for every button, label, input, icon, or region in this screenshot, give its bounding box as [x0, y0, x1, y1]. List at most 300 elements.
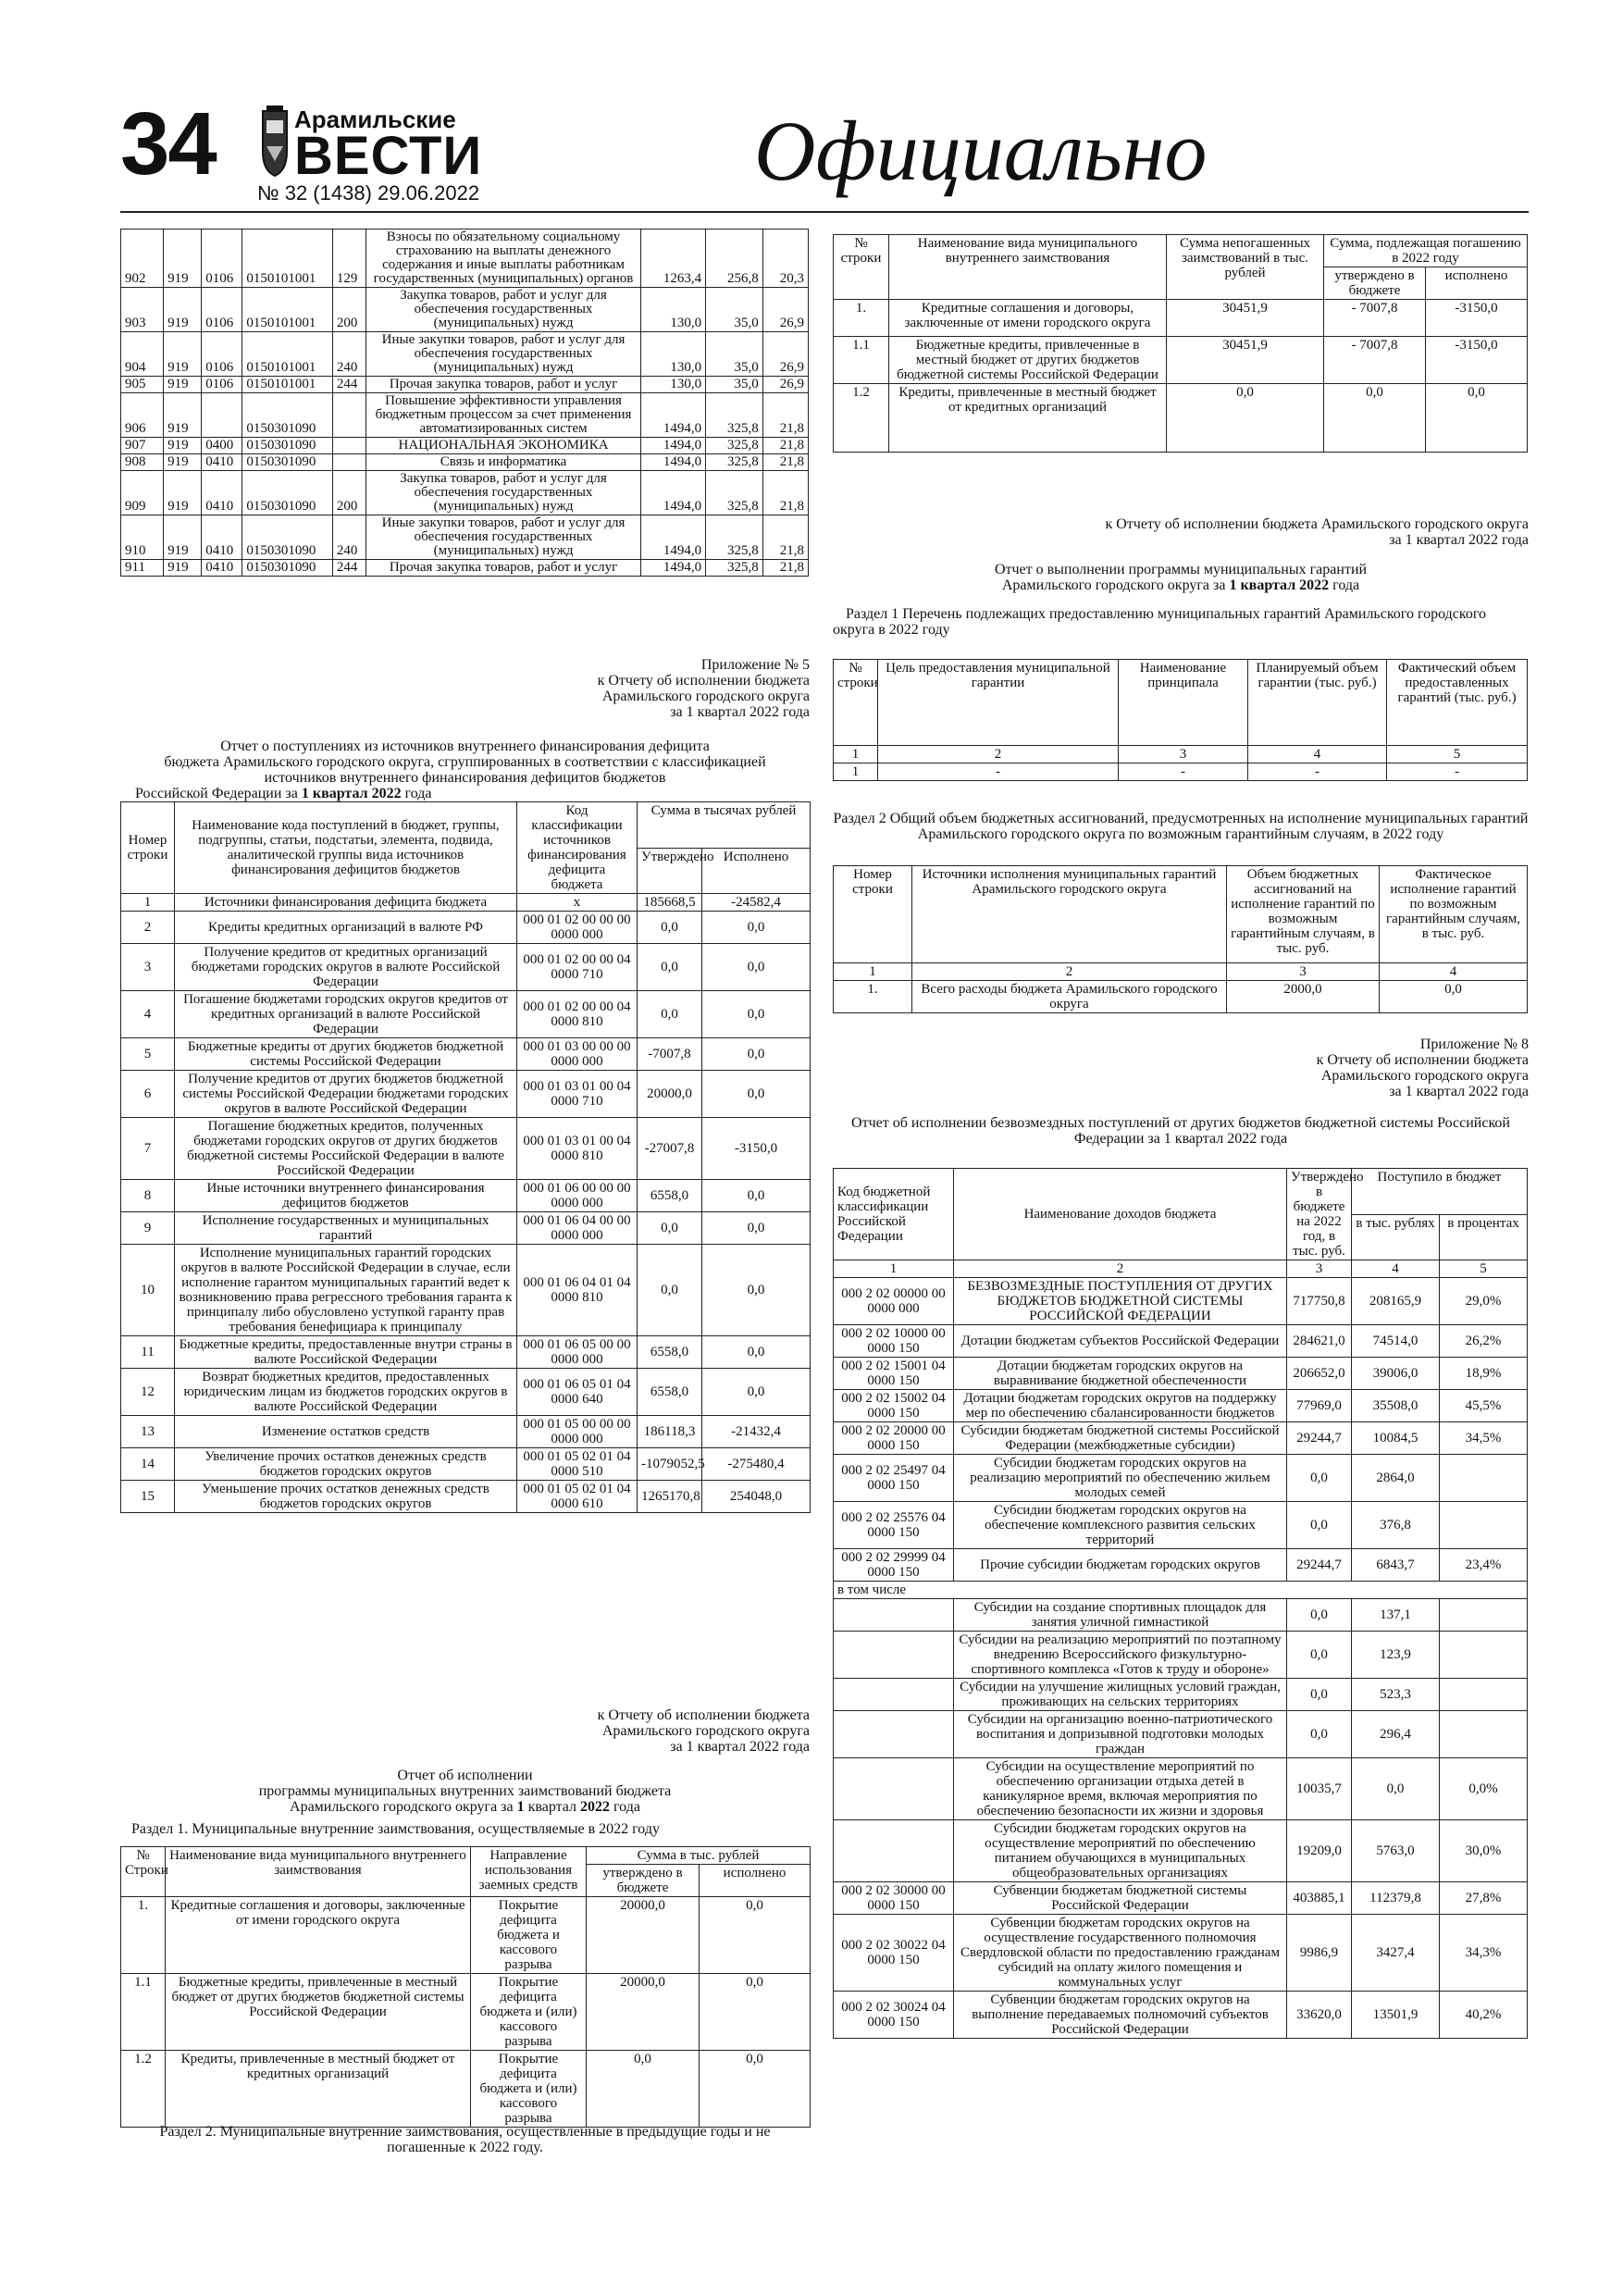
- table-cell: 5: [1387, 746, 1528, 763]
- table-cell: Покрытие дефицита бюджета и кассового разрыва: [471, 1897, 587, 1974]
- table-cell: 30451,9: [1167, 337, 1324, 384]
- table-cell: Бюджетные кредиты от других бюджетов бюджетной системы Российской Федерации: [175, 1038, 517, 1071]
- table-cell: [332, 393, 365, 438]
- table-cell: Взносы по обязательному социальному страхованию на выплаты денежного содержания и иные выплаты работникам государственных (муниципальных) органов: [365, 230, 641, 288]
- table-cell: 9986,9: [1287, 1915, 1352, 1992]
- table-cell: 0150101001: [242, 230, 332, 288]
- table-cell: 200: [332, 471, 365, 515]
- table-row: [121, 1974, 811, 2051]
- table-cell: 0,0: [638, 944, 702, 991]
- table-cell: 325,8: [706, 454, 763, 471]
- table-cell: 34,5%: [1440, 1422, 1528, 1455]
- table-row: [121, 1245, 811, 1336]
- table-cell: Прочая закупка товаров, работ и услуг: [365, 560, 641, 577]
- table-row: [121, 1180, 811, 1212]
- table-cell: 906: [121, 393, 164, 438]
- col-header: исполнено: [700, 1865, 811, 1897]
- table-cell: 19209,0: [1287, 1820, 1352, 1882]
- col-header: Наименование принципала: [1119, 660, 1248, 746]
- table-row: [834, 1582, 1528, 1599]
- table-cell: 0106: [202, 377, 242, 393]
- table-cell: -275480,4: [702, 1448, 811, 1481]
- section-title: Официально: [754, 104, 1208, 198]
- table-cell: 29,0%: [1440, 1278, 1528, 1325]
- table-cell: 26,2%: [1440, 1325, 1528, 1358]
- table-cell: -3150,0: [1426, 300, 1528, 337]
- table-cell: х: [517, 894, 638, 912]
- table-cell: 0150301090: [242, 454, 332, 471]
- table-cell: 2864,0: [1352, 1455, 1440, 1502]
- table-cell: 1.1: [834, 337, 889, 384]
- table-cell: Бюджетные кредиты, привлеченные в местный бюджет от других бюджетов бюджетной системы Российской Федерации: [166, 1974, 471, 2051]
- table-cell: 903: [121, 288, 164, 332]
- table-row: [121, 991, 811, 1038]
- table-cell: Исполнение государственных и муниципальных гарантий: [175, 1212, 517, 1245]
- col-header: Наименование вида муниципального внутреннего заимствования: [166, 1847, 471, 1897]
- table-cell: 13: [121, 1416, 175, 1448]
- table-cell: -: [1119, 763, 1248, 781]
- table-cell: 244: [332, 377, 365, 393]
- table-cell: 000 2 02 20000 00 0000 150: [834, 1422, 954, 1455]
- col-header: Сумма в тыс. рублей: [587, 1847, 811, 1865]
- table-cell: 000 01 03 01 00 04 0000 810: [517, 1118, 638, 1180]
- table-row: [121, 1038, 811, 1071]
- table-cell: 0,0: [1287, 1679, 1352, 1711]
- table-cell: 20000,0: [638, 1071, 702, 1118]
- table-cell: 74514,0: [1352, 1325, 1440, 1358]
- table-cell: Изменение остатков средств: [175, 1416, 517, 1448]
- table-cell: 208165,9: [1352, 1278, 1440, 1325]
- table-row: [834, 1758, 1528, 1820]
- table-cell: Дотации бюджетам городских округов на поддержку мер по обеспечению сбалансированности бюджетов: [954, 1390, 1287, 1422]
- col-header: Объем бюджетных ассигнований на исполнение гарантий по возможным гарантийным случаям, в тыс. руб.: [1227, 866, 1380, 963]
- col-header: Исполнено: [702, 848, 811, 894]
- table-row: [121, 230, 809, 288]
- table-cell: 7: [121, 1118, 175, 1180]
- title-period: 1 квартал 2022: [1229, 577, 1330, 593]
- table-cell: 0150301090: [242, 560, 332, 577]
- table-cell: 14: [121, 1448, 175, 1481]
- title-line: программы муниципальных внутренних заимствований бюджета: [258, 1783, 672, 1799]
- table-row: [121, 471, 809, 515]
- table-row: [121, 1212, 811, 1245]
- table-row: [121, 1369, 811, 1416]
- table-cell: Кредиты, привлеченные в местный бюджет от кредитных организаций: [166, 2051, 471, 2128]
- table-cell: 0,0: [700, 1897, 811, 1974]
- table-cell: 376,8: [1352, 1502, 1440, 1549]
- header-divider: [120, 211, 1529, 213]
- table-cell: 200: [332, 288, 365, 332]
- col-header: Сумма, подлежащая погашению в 2022 году: [1324, 235, 1528, 267]
- table-row: [121, 288, 809, 332]
- table-cell: 908: [121, 454, 164, 471]
- table-row: [834, 981, 1528, 1013]
- table-cell: 6558,0: [638, 1336, 702, 1369]
- table-cell: -3150,0: [702, 1118, 811, 1180]
- table-cell: Закупка товаров, работ и услуг для обеспечения государственных (муниципальных) нужд: [365, 471, 641, 515]
- table-cell: 0150301090: [242, 515, 332, 560]
- col-header: Фактический объем предоставленных гарантий (тыс. руб.): [1387, 660, 1528, 746]
- table-cell: 123,9: [1352, 1632, 1440, 1679]
- table-cell: 909: [121, 471, 164, 515]
- table-row: [834, 746, 1528, 763]
- table-cell: 45,5%: [1440, 1390, 1528, 1422]
- table-cell: 0,0: [702, 1038, 811, 1071]
- table-cell: Кредитные соглашения и договоры, заключенные от имени городского округа: [166, 1897, 471, 1974]
- table-cell: 0150301090: [242, 393, 332, 438]
- table-cell: 21,8: [762, 438, 808, 454]
- table-cell: 0410: [202, 515, 242, 560]
- appendix5-caption: [463, 657, 810, 720]
- title-period: 1 квартал 2022: [301, 786, 402, 801]
- table-cell: 403885,1: [1287, 1882, 1352, 1915]
- table-cell: Погашение бюджетами городских округов кредитов от кредитных организаций в валюте Российской Федерации: [175, 991, 517, 1038]
- table-cell: 0,0: [1380, 981, 1528, 1013]
- table-cell: Субвенции бюджетам городских округов на выполнение передаваемых полномочий субъектов Российской Федерации: [954, 1992, 1287, 2039]
- table-cell: 0,0: [700, 1974, 811, 2051]
- table-cell: 185668,5: [638, 894, 702, 912]
- table-cell: - 7007,8: [1324, 337, 1426, 384]
- title-part: квартал: [524, 1799, 581, 1815]
- table-cell: 2: [912, 963, 1227, 981]
- caption-line: к Отчету об исполнении бюджета Арамильского городского округа: [1105, 516, 1529, 532]
- title-line: [833, 577, 1529, 593]
- table-cell: Связь и информатика: [365, 454, 641, 471]
- table-cell: 0,0: [1287, 1455, 1352, 1502]
- table-cell: 3: [1227, 963, 1380, 981]
- table-cell: 4: [1380, 963, 1528, 981]
- col-header: Код классификации источников финансирования дефицита бюджета: [517, 802, 638, 894]
- borrow-caption: [463, 1707, 810, 1755]
- table-row: [121, 393, 809, 438]
- table-cell: Исполнение муниципальных гарантий городских округов в валюте Российской Федерации в случае, если исполнение гарантом муниципальных гарантий ведет к возникновению права регрессного требования гаранта к принципалу либо обусловлено уступкой гаранту прав требования бенефициара к принципалу: [175, 1245, 517, 1336]
- table-cell: 10084,5: [1352, 1422, 1440, 1455]
- table-cell: 21,8: [762, 560, 808, 577]
- table-cell: 000 2 02 30022 04 0000 150: [834, 1915, 954, 1992]
- table-row: [834, 1632, 1528, 1679]
- table-cell: 325,8: [706, 471, 763, 515]
- table-cell: [834, 1758, 954, 1820]
- col-header: Источники исполнения муниципальных гарантий Арамильского городского округа: [912, 866, 1227, 963]
- col-header: исполнено: [1426, 267, 1528, 300]
- table-cell: 5763,0: [1352, 1820, 1440, 1882]
- table-cell: 0,0: [638, 991, 702, 1038]
- table-cell: 0,0: [702, 1180, 811, 1212]
- table-cell: в том числе: [834, 1582, 1528, 1599]
- table-cell: 1494,0: [641, 393, 706, 438]
- table-row: [834, 1820, 1528, 1882]
- table-cell: Кредитные соглашения и договоры, заключенные от имени городского округа: [889, 300, 1167, 337]
- table-cell: 911: [121, 560, 164, 577]
- table-cell: 29244,7: [1287, 1422, 1352, 1455]
- table-cell: Бюджетные кредиты, привлеченные в местный бюджет от других бюджетов бюджетной системы Российской Федерации: [889, 337, 1167, 384]
- table-cell: 26,9: [762, 288, 808, 332]
- table-cell: 4: [121, 991, 175, 1038]
- table-cell: [834, 1599, 954, 1632]
- table-cell: [1440, 1455, 1528, 1502]
- table-cell: 0,0: [702, 944, 811, 991]
- col-header: Сумма в тысячах рублей: [638, 802, 811, 849]
- table-cell: [834, 1632, 954, 1679]
- table-row: [834, 1599, 1528, 1632]
- table-cell: 000 2 02 10000 00 0000 150: [834, 1325, 954, 1358]
- table-cell: 11: [121, 1336, 175, 1369]
- table-cell: 30451,9: [1167, 300, 1324, 337]
- table-cell: 39006,0: [1352, 1358, 1440, 1390]
- table-cell: 21,8: [762, 515, 808, 560]
- table-cell: 325,8: [706, 438, 763, 454]
- table-cell: 907: [121, 438, 164, 454]
- table-cell: 000 01 05 02 01 04 0000 610: [517, 1481, 638, 1513]
- guarantees-table: [833, 659, 1528, 781]
- table-cell: 0,0: [1287, 1632, 1352, 1679]
- table-cell: [1440, 1679, 1528, 1711]
- table-cell: 0,0: [702, 1369, 811, 1416]
- table-cell: 000 2 02 15001 04 0000 150: [834, 1358, 954, 1390]
- table-cell: 0,0: [1287, 1599, 1352, 1632]
- table-cell: [1440, 1632, 1528, 1679]
- table-row: [834, 1711, 1528, 1758]
- table-cell: Кредиты кредитных организаций в валюте РФ: [175, 912, 517, 944]
- table-cell: 523,3: [1352, 1679, 1440, 1711]
- table-cell: Субсидии бюджетам бюджетной системы Российской Федерации (межбюджетные субсидии): [954, 1422, 1287, 1455]
- table-cell: 26,9: [762, 377, 808, 393]
- table-cell: 0410: [202, 471, 242, 515]
- table-cell: Закупка товаров, работ и услуг для обеспечения государственных (муниципальных) нужд: [365, 288, 641, 332]
- appendix5-line: Арамильского городского округа: [601, 689, 810, 704]
- table-cell: 23,4%: [1440, 1549, 1528, 1582]
- table-cell: 904: [121, 332, 164, 377]
- table-row: [834, 1915, 1528, 1992]
- table-cell: 1: [834, 963, 912, 981]
- table-cell: 112379,8: [1352, 1882, 1440, 1915]
- table-cell: 000 2 02 25497 04 0000 150: [834, 1455, 954, 1502]
- table-cell: 3: [1287, 1260, 1352, 1278]
- table-cell: 29244,7: [1287, 1549, 1352, 1582]
- table-cell: 0,0: [702, 912, 811, 944]
- table-cell: 240: [332, 515, 365, 560]
- table-cell: 1.: [834, 981, 912, 1013]
- title-line: Отчет об исполнении: [397, 1768, 533, 1783]
- table-cell: 919: [164, 471, 202, 515]
- table-cell: 000 01 02 00 00 00 0000 000: [517, 912, 638, 944]
- table-cell: 0150101001: [242, 288, 332, 332]
- table-cell: 4: [1248, 746, 1387, 763]
- caption-line: Приложение № 8: [1419, 1036, 1529, 1052]
- table-cell: 27,8%: [1440, 1882, 1528, 1915]
- table-cell: 5: [1440, 1260, 1528, 1278]
- col-header: Код бюджетной классификации Российской Федерации: [834, 1169, 954, 1260]
- caption-line: Арамильского городского округа: [601, 1723, 810, 1739]
- table-row: [121, 912, 811, 944]
- table-cell: 2: [121, 912, 175, 944]
- borrow-title: [120, 1768, 810, 1815]
- appendix5-line: за 1 квартал 2022 года: [670, 704, 810, 720]
- table-cell: 000 01 05 00 00 00 0000 000: [517, 1416, 638, 1448]
- table-cell: 902: [121, 230, 164, 288]
- table-cell: - 7007,8: [1324, 300, 1426, 337]
- table-cell: 15: [121, 1481, 175, 1513]
- col-header: Поступило в бюджет: [1352, 1169, 1528, 1215]
- caption-line: за 1 квартал 2022 года: [670, 1739, 810, 1755]
- title-line: [120, 1799, 810, 1815]
- guarantees-allocations-table: [833, 865, 1528, 1013]
- table-cell: 1: [121, 894, 175, 912]
- caption-line: к Отчету об исполнении бюджета: [597, 1707, 810, 1723]
- table-cell: 30,0%: [1440, 1820, 1528, 1882]
- table-cell: 1.2: [834, 384, 889, 453]
- table-cell: 0,0: [702, 1245, 811, 1336]
- table-row: [834, 1992, 1528, 2039]
- table-row: [834, 1455, 1528, 1502]
- table-row: [121, 1481, 811, 1513]
- table-cell: -1079052,5: [638, 1448, 702, 1481]
- borrowings-table: [120, 1846, 811, 2128]
- guarantees-caption: [833, 516, 1529, 548]
- table-cell: 21,8: [762, 393, 808, 438]
- table-cell: 000 2 02 29999 04 0000 150: [834, 1549, 954, 1582]
- table-cell: 18,9%: [1440, 1358, 1528, 1390]
- table-cell: 325,8: [706, 515, 763, 560]
- table-cell: 919: [164, 454, 202, 471]
- expenses-table: [120, 229, 809, 577]
- table-cell: Повышение эффективности управления бюджетным процессом за счет применения автоматизированных систем: [365, 393, 641, 438]
- table-cell: 0150301090: [242, 438, 332, 454]
- table-cell: 0400: [202, 438, 242, 454]
- table-cell: 2000,0: [1227, 981, 1380, 1013]
- table-cell: Всего расходы бюджета Арамильского городского округа: [912, 981, 1227, 1013]
- table-cell: 256,8: [706, 230, 763, 288]
- table-row: [834, 1679, 1528, 1711]
- table-cell: Иные закупки товаров, работ и услуг для обеспечения государственных (муниципальных) нужд: [365, 332, 641, 377]
- title-line: бюджета Арамильского городского округа, сгруппированных в соответствии с классификацией: [164, 754, 766, 770]
- table-row: [121, 1071, 811, 1118]
- col-header: Утверждено: [638, 848, 702, 894]
- table-cell: БЕЗВОЗМЕЗДНЫЕ ПОСТУПЛЕНИЯ ОТ ДРУГИХ БЮДЖЕТОВ БЮДЖЕТНОЙ СИСТЕМЫ РОССИЙСКОЙ ФЕДЕРАЦИИ: [954, 1278, 1287, 1325]
- table-row: [121, 1336, 811, 1369]
- table-cell: 000 2 02 25576 04 0000 150: [834, 1502, 954, 1549]
- guarantees-section1: Раздел 1 Перечень подлежащих предоставлению муниципальных гарантий Арамильского городского округа в 2022 году: [833, 606, 1487, 638]
- table-cell: 296,4: [1352, 1711, 1440, 1758]
- table-cell: -: [878, 763, 1119, 781]
- table-cell: 0,0: [702, 1212, 811, 1245]
- table-cell: 0,0: [1426, 384, 1528, 453]
- table-cell: Уменьшение прочих остатков денежных средств бюджетов городских округов: [175, 1481, 517, 1513]
- table-cell: 186118,3: [638, 1416, 702, 1448]
- title-part: года: [401, 786, 432, 801]
- table-cell: 0,0: [1287, 1502, 1352, 1549]
- caption-line: за 1 квартал 2022 года: [1389, 532, 1529, 548]
- table-cell: 0,0: [638, 912, 702, 944]
- table-cell: [1440, 1711, 1528, 1758]
- table-cell: Субсидии бюджетам городских округов на осуществление мероприятий по обеспечению питанием обучающихся в муниципальных общеобразовательных организациях: [954, 1820, 1287, 1882]
- table-cell: Субвенции бюджетам бюджетной системы Российской Федерации: [954, 1882, 1287, 1915]
- table-row: [834, 763, 1528, 781]
- table-row: [834, 1422, 1528, 1455]
- table-cell: 10: [121, 1245, 175, 1336]
- table-row: [121, 332, 809, 377]
- table-cell: 12: [121, 1369, 175, 1416]
- table-cell: 0,0: [702, 1071, 811, 1118]
- table-cell: 0,0: [1167, 384, 1324, 453]
- table-cell: 35,0: [706, 332, 763, 377]
- table-row: [834, 1882, 1528, 1915]
- table-cell: 1: [834, 1260, 954, 1278]
- table-cell: -21432,4: [702, 1416, 811, 1448]
- table-cell: 000 01 05 02 01 04 0000 510: [517, 1448, 638, 1481]
- col-header: в процентах: [1440, 1214, 1528, 1260]
- title-part: года: [1329, 577, 1360, 593]
- guarantees-title: [833, 562, 1529, 593]
- table-cell: 1494,0: [641, 438, 706, 454]
- table-row: [834, 1358, 1528, 1390]
- table-cell: -7007,8: [638, 1038, 702, 1071]
- table-cell: 325,8: [706, 393, 763, 438]
- table-cell: 1.: [834, 300, 889, 337]
- table-cell: Покрытие дефицита бюджета и (или) кассового разрыва: [471, 2051, 587, 2128]
- table-row: [834, 337, 1528, 384]
- borrow-section2: Раздел 2. Муниципальные внутренние заимствования, осуществленные в предыдущие годы и не погашенные к 2022 году.: [159, 2124, 771, 2155]
- table-row: [121, 894, 811, 912]
- table-cell: 000 01 02 00 00 04 0000 710: [517, 944, 638, 991]
- col-header: Фактическое исполнение гарантий по возможным гарантийным случаям, в тыс. руб.: [1380, 866, 1528, 963]
- table-cell: 000 2 02 30024 04 0000 150: [834, 1992, 954, 2039]
- table-cell: 0106: [202, 230, 242, 288]
- table-row: [834, 1549, 1528, 1582]
- table-cell: 0106: [202, 332, 242, 377]
- table-cell: 0150101001: [242, 332, 332, 377]
- table-cell: 77969,0: [1287, 1390, 1352, 1422]
- appendix8-caption: [1110, 1036, 1529, 1099]
- table-cell: 8: [121, 1180, 175, 1212]
- table-cell: 9: [121, 1212, 175, 1245]
- table-cell: 0410: [202, 454, 242, 471]
- table-cell: 919: [164, 288, 202, 332]
- appendix5-line: Приложение № 5: [700, 657, 810, 673]
- table-cell: Иные закупки товаров, работ и услуг для обеспечения государственных (муниципальных) нужд: [365, 515, 641, 560]
- table-cell: 910: [121, 515, 164, 560]
- table-cell: 000 01 03 01 00 04 0000 710: [517, 1071, 638, 1118]
- transfers-table: [833, 1168, 1528, 2039]
- table-cell: 905: [121, 377, 164, 393]
- col-header: № Строки: [121, 1847, 166, 1897]
- table-cell: 0,0%: [1440, 1758, 1528, 1820]
- title-part: года: [610, 1799, 640, 1815]
- table-cell: 35,0: [706, 377, 763, 393]
- col-header: Номер строки: [834, 866, 912, 963]
- table-cell: [834, 1711, 954, 1758]
- table-row: [121, 560, 809, 577]
- table-cell: 919: [164, 332, 202, 377]
- table-row: [121, 1448, 811, 1481]
- table-cell: 1: [834, 763, 878, 781]
- col-header: утверждено в бюджете: [1324, 267, 1426, 300]
- table-cell: 2: [878, 746, 1119, 763]
- table-cell: 137,1: [1352, 1599, 1440, 1632]
- col-header: № строки: [834, 235, 889, 300]
- table-cell: 35508,0: [1352, 1390, 1440, 1422]
- table-cell: [332, 454, 365, 471]
- table-cell: Увеличение прочих остатков денежных средств бюджетов городских округов: [175, 1448, 517, 1481]
- page-number: 34: [120, 94, 216, 193]
- table-row: [834, 1260, 1528, 1278]
- table-cell: Погашение бюджетных кредитов, полученных бюджетами городских округов от других бюджетов бюджетной системы Российской Федерации в валюте Российской Федерации: [175, 1118, 517, 1180]
- table-cell: 0150101001: [242, 377, 332, 393]
- table-row: [121, 2051, 811, 2128]
- table-cell: 13501,9: [1352, 1992, 1440, 2039]
- table-row: [834, 1502, 1528, 1549]
- table-cell: Дотации бюджетам субъектов Российской Федерации: [954, 1325, 1287, 1358]
